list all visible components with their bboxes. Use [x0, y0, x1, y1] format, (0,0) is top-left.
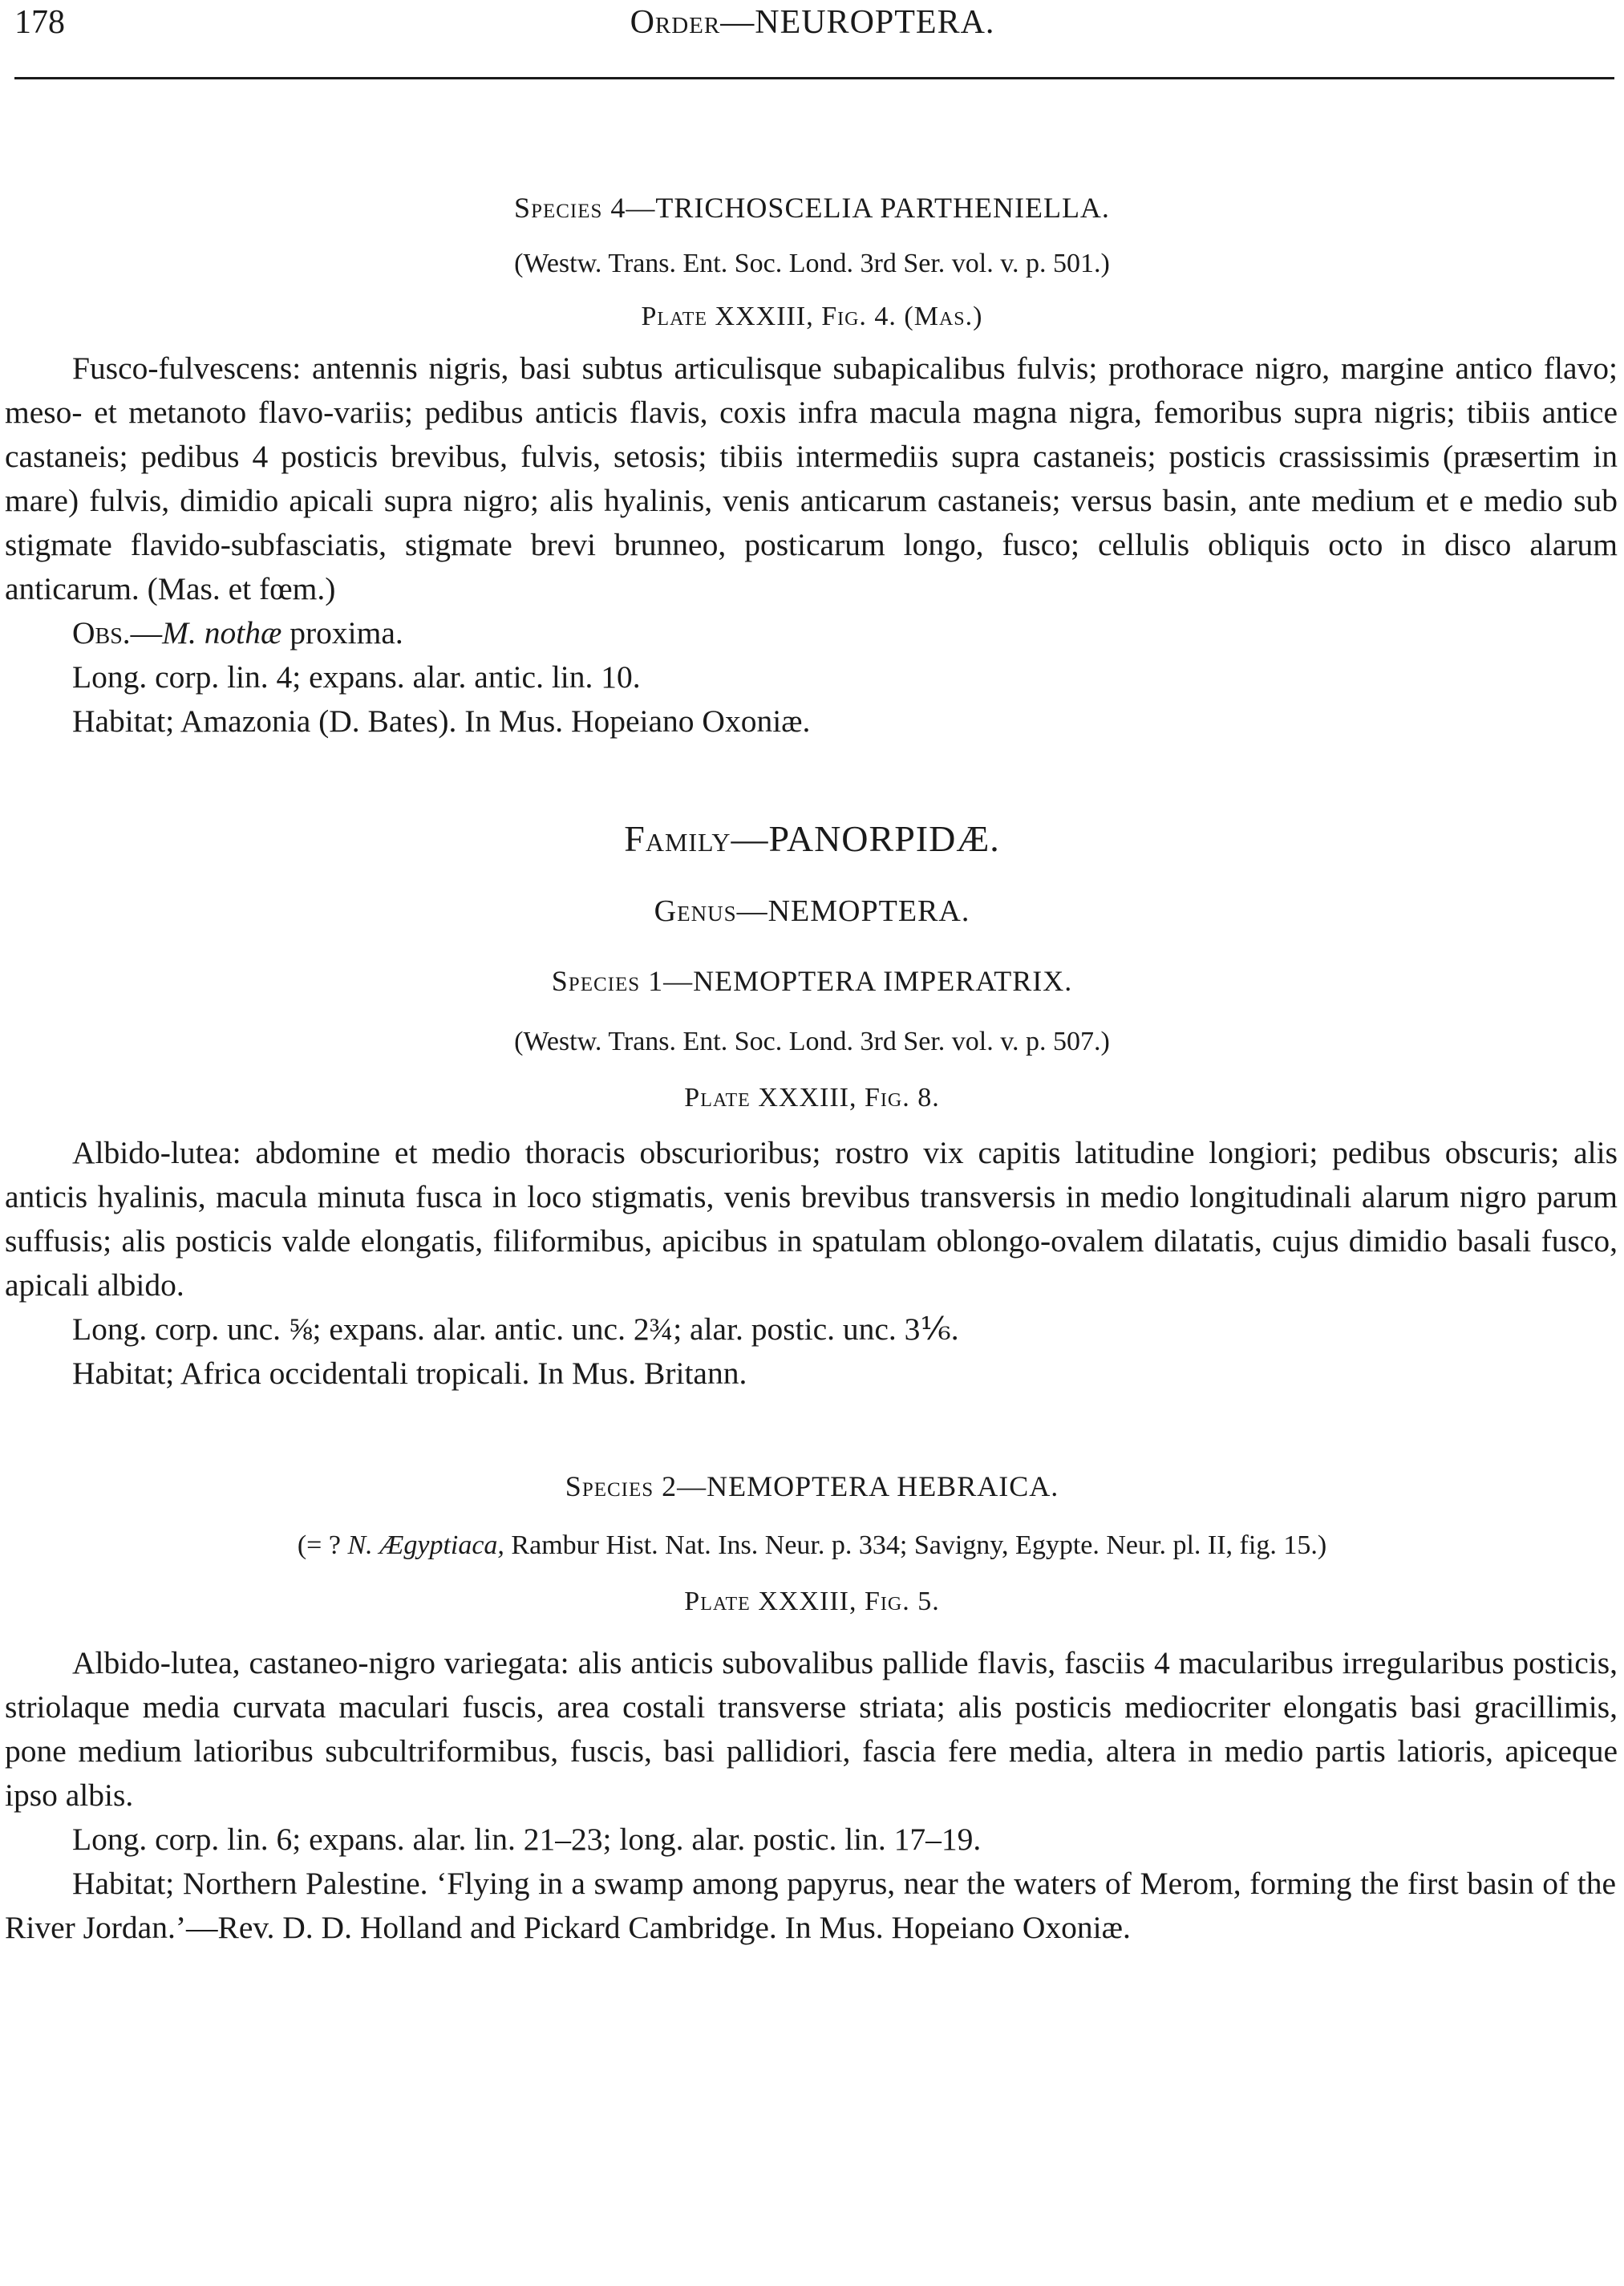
obs-label: Obs.—: [72, 615, 163, 651]
species-reference: (Westw. Trans. Ent. Soc. Lond. 3rd Ser. vol. v. p. 501.): [514, 249, 1110, 278]
obs-rest: proxima.: [281, 615, 403, 651]
obs-italic: M. nothæ: [162, 615, 282, 651]
plate-reference: Plate XXXIII, Fig. 4. (Mas.): [641, 302, 983, 331]
plate-reference: Plate XXXIII, Fig. 5.: [684, 1587, 940, 1616]
species-reference: [0, 1530, 1624, 1561]
observation-line: [0, 611, 1624, 655]
species-heading: Species 2—NEMOPTERA HEBRAICA.: [565, 1470, 1059, 1502]
species-2-section: [0, 1469, 1624, 1950]
habitat-line: Habitat; Northern Palestine. ‘Flying in a swamp among papyrus, near the waters of Merom, forming the first basin of the River Jordan.’—Rev. D. D. Holland and Pickard Cambridge. In Mus. Hopeiano Oxoniæ.: [5, 1866, 1616, 1945]
species-description: Albido-lutea: abdomine et medio thoracis obscurioribus; rostro vix capitis latitudine longiori; pedibus obscuris; alis anticis hyalinis, macula minuta fusca in loco stigmatis, venis brevibus transversis in medio longitudinali alarum nigro parum suffusis; alis posticis valde elongatis, filiformibus, apicibus in spatulam oblongo-ovalem dilatatis, cujus dimidio basali fusco, apicali albido.: [5, 1135, 1618, 1303]
species-reference: (Westw. Trans. Ent. Soc. Lond. 3rd Ser. vol. v. p. 507.): [514, 1027, 1110, 1056]
ref-italic: N. Ægyptiaca,: [347, 1530, 504, 1560]
genus-heading: Genus—NEMOPTERA.: [654, 894, 970, 928]
page-number: 178: [14, 4, 65, 41]
species-description: Fusco-fulvescens: antennis nigris, basi subtus articulisque subapicalibus fulvis; prothorace nigro, margine antico flavo; meso- et metanoto flavo-variis; pedibus anticis flavis, coxis infra macula magna nigra, femoribus supra nigris; tibiis antice castaneis; pedibus 4 posticis brevibus, fulvis, setosis; tibiis intermediis supra castaneis; posticis crassissimis (præsertim in mare) fulvis, dimidio apicali supra nigro; alis hyalinis, venis anticarum castaneis; versus basin, ante medium et e medio sub stigmate flavido-subfasciatis, stigmate brevi brunneo, posticarum longo, fusco; cellulis obliquis octo in disco alarum anticarum. (Mas. et fœm.): [5, 351, 1618, 606]
species-4-section: [0, 191, 1624, 744]
measurements-line: Long. corp. lin. 4; expans. alar. antic. lin. 10.: [72, 659, 641, 695]
ref-rest: Rambur Hist. Nat. Ins. Neur. p. 334; Savigny, Egypte. Neur. pl. II, fig. 15.): [504, 1530, 1327, 1560]
species-1-section: [0, 964, 1624, 1396]
page-content: [0, 144, 1624, 1950]
running-title: Order—NEUROPTERA.: [630, 4, 995, 41]
measurements-line: Long. corp. unc. ⅝; expans. alar. antic. unc. 2¾; alar. postic. unc. 3⅙.: [72, 1311, 959, 1347]
habitat-line: Habitat; Africa occidentali tropicali. In Mus. Britann.: [72, 1356, 747, 1391]
ref-prefix: (= ?: [297, 1530, 348, 1560]
habitat-line: Habitat; Amazonia (D. Bates). In Mus. Hopeiano Oxoniæ.: [72, 703, 811, 739]
measurements-line: Long. corp. lin. 6; expans. alar. lin. 21–23; long. alar. postic. lin. 17–19.: [72, 1822, 982, 1857]
family-heading: Family—PANORPIDÆ.: [624, 818, 1000, 859]
species-description: Albido-lutea, castaneo-nigro variegata: alis anticis subovalibus pallide flavis, fasciis 4 macularibus irregularibus posticis, striolaque media curvata maculari fuscis, area costali transverse striata; alis posticis mediocriter elongatis basi gracillimis, pone medium latioribus subcultriformibus, fuscis, basi pallidiori, fascia fere media, altera in medio partis latioris, apiceque ipso albis.: [5, 1645, 1618, 1813]
species-heading: Species 4—TRICHOSCELIA PARTHENIELLA.: [514, 192, 1110, 224]
plate-reference: Plate XXXIII, Fig. 8.: [684, 1083, 940, 1113]
header-rule: [14, 77, 1614, 79]
running-head: [14, 3, 1610, 51]
species-heading: Species 1—NEMOPTERA IMPERATRIX.: [551, 965, 1073, 997]
